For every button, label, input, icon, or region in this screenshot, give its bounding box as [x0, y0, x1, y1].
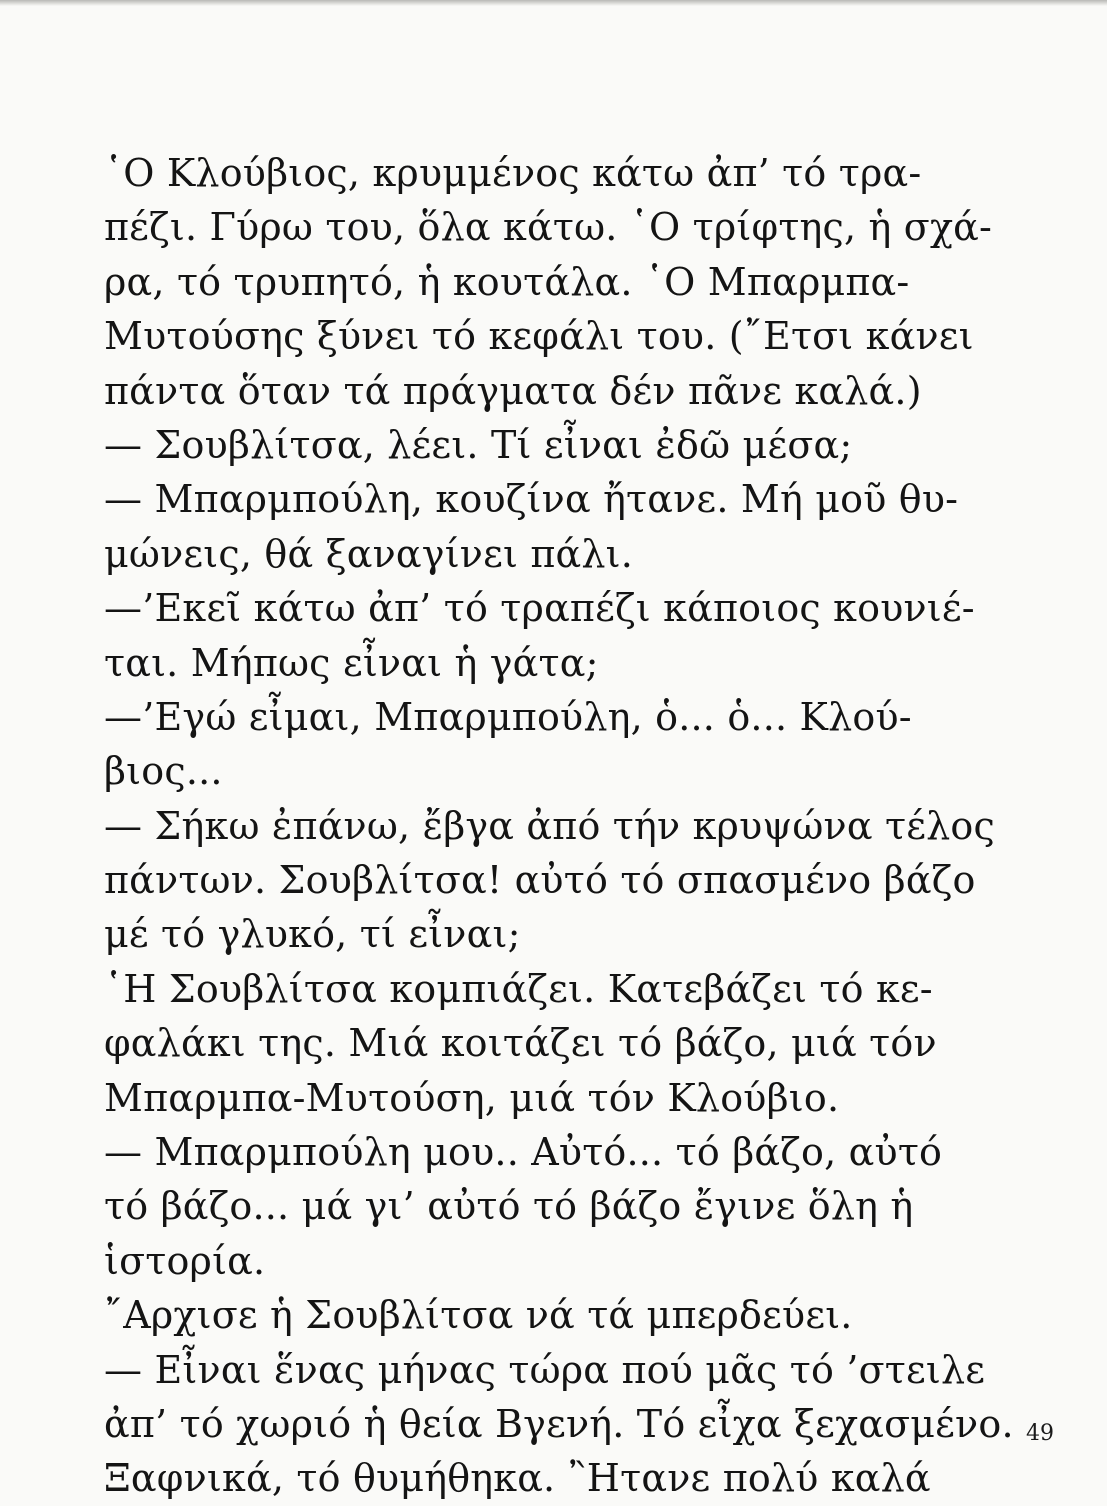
text-line: Ξαφνικά, τό θυμήθηκα. ῍Ητανε πολύ καλά [104, 1456, 931, 1501]
page-body-text [104, 146, 1014, 1506]
text-line: — Μπαρμπούλη, κουζίνα ἤτανε. Μή μοῦ θυ- [104, 477, 959, 522]
text-line: ῾Ο Κλούβιος, κρυμμένος κάτω ἀπ’ τό τρα- [104, 151, 922, 195]
text-line: ἀπ’ τό χωριό ἡ θεία Βγενή. Τό εἶχα ξεχασμένο. [104, 1401, 1014, 1446]
text-line: Μπαρμπα-Μυτούση, μιά τόν Κλούβιο. [104, 1075, 840, 1120]
text-line: τό βάζο... μά γι’ αὐτό τό βάζο ἔγινε ὅλη ἡ [104, 1184, 914, 1229]
text-line: — Εἶναι ἕνας μήνας τώρα πού μᾶς τό ’στειλε [104, 1347, 986, 1392]
text-line: ται. Μήπως εἶναι ἡ γάτα; [104, 640, 599, 685]
text-line: βιος... [104, 749, 223, 794]
page-top-edge [0, 0, 1107, 6]
text-line: Μυτούσης ξύνει τό κεφάλι του. (῎Ετσι κάνει [104, 314, 974, 359]
text-line: μώνεις, θά ξαναγίνει πάλι. [104, 531, 634, 576]
text-line: πάντα ὅταν τά πράγματα δέν πᾶνε καλά.) [104, 368, 922, 413]
text-line: πέζι. Γύρω του, ὅλα κάτω. ῾Ο τρίφτης, ἡ σχά- [104, 205, 993, 250]
text-line: ἱστορία. [104, 1238, 266, 1283]
text-line: — Μπαρμπούλη μου.. Αὐτό... τό βάζο, αὐτό [104, 1130, 943, 1175]
text-line: μέ τό γλυκό, τί εἶναι; [104, 912, 521, 957]
text-line: ῎Αρχισε ἡ Σουβλίτσα νά τά μπερδεύει. [104, 1293, 853, 1338]
text-line: πάντων. Σουβλίτσα! αὐτό τό σπασμένο βάζο [104, 858, 976, 903]
text-line: — Σουβλίτσα, λέει. Τί εἶναι ἐδῶ μέσα; [104, 422, 853, 467]
text-line: —’Εκεῖ κάτω ἀπ’ τό τραπέζι κάποιος κουνιέ- [104, 586, 975, 631]
page-number: 49 [1026, 1421, 1054, 1446]
text-line: — Σήκω ἐπάνω, ἔβγα ἀπό τήν κρυψώνα τέλος [104, 803, 995, 848]
text-line: ῾Η Σουβλίτσα κομπιάζει. Κατεβάζει τό κε- [104, 966, 933, 1011]
text-line: ρα, τό τρυπητό, ἡ κουτάλα. ῾Ο Μπαρμπα- [104, 259, 910, 304]
text-line: φαλάκι της. Μιά κοιτάζει τό βάζο, μιά τόν [104, 1021, 937, 1066]
text-line: —’Εγώ εἶμαι, Μπαρμπούλη, ὁ... ὁ... Κλού- [104, 694, 912, 739]
